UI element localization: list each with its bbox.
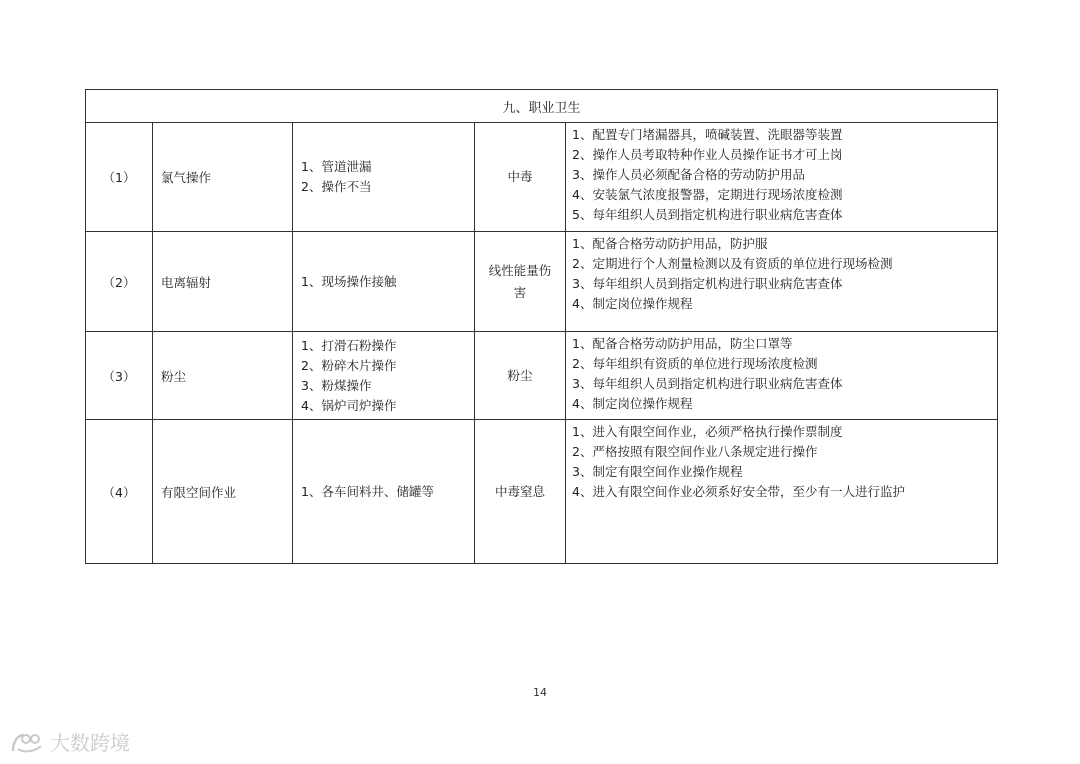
row-number: （1） xyxy=(86,123,153,232)
cause-item: 2、粉碎木片操作 xyxy=(301,357,397,373)
table-title-row xyxy=(86,90,998,123)
row-number: （2） xyxy=(86,232,153,332)
hazard-name: 有限空间作业 xyxy=(153,420,293,564)
cause-item: 1、各车间料井、储罐等 xyxy=(301,483,434,499)
measure-item: 2、严格按照有限空间作业八条规定进行操作 xyxy=(572,444,818,459)
harm-type xyxy=(475,232,566,332)
harm-text: 线性能量伤害 xyxy=(488,262,552,300)
measure-list xyxy=(566,232,998,332)
cause-item: 4、锅炉司炉操作 xyxy=(301,397,397,413)
measure-item: 3、操作人员必须配备合格的劳动防护用品 xyxy=(572,167,805,182)
harm-text: 粉尘 xyxy=(507,367,533,383)
cause-item: 3、粉煤操作 xyxy=(301,377,372,393)
measure-item: 3、每年组织人员到指定机构进行职业病危害查体 xyxy=(572,276,843,291)
hazard-table xyxy=(85,89,998,564)
measure-item: 2、每年组织有资质的单位进行现场浓度检测 xyxy=(572,356,818,371)
measure-item: 4、安装氯气浓度报警器，定期进行现场浓度检测 xyxy=(572,187,843,202)
measure-item: 4、制定岗位操作规程 xyxy=(572,296,693,311)
table-row xyxy=(86,332,998,420)
measure-item: 1、配备合格劳动防护用品，防尘口罩等 xyxy=(572,336,793,351)
cause-list xyxy=(293,420,475,564)
row-number: （3） xyxy=(86,332,153,420)
measure-list xyxy=(566,420,998,564)
measure-list xyxy=(566,123,998,232)
watermark xyxy=(10,727,130,756)
row-number: （4） xyxy=(86,420,153,564)
measure-item: 2、操作人员考取特种作业人员操作证书才可上岗 xyxy=(572,147,843,162)
measure-item: 5、每年组织人员到指定机构进行职业病危害查体 xyxy=(572,207,843,222)
cause-list xyxy=(293,232,475,332)
measure-item: 1、进入有限空间作业，必须严格执行操作票制度 xyxy=(572,424,843,439)
measure-item: 4、进入有限空间作业必须系好安全带，至少有一人进行监护 xyxy=(572,484,905,499)
table-row xyxy=(86,123,998,232)
harm-type xyxy=(475,332,566,420)
hazard-name: 电离辐射 xyxy=(153,232,293,332)
cause-list xyxy=(293,332,475,420)
watermark-text: 大数跨境 xyxy=(50,731,130,755)
table-row xyxy=(86,232,998,332)
measure-item: 2、定期进行个人剂量检测以及有资质的单位进行现场检测 xyxy=(572,256,893,271)
cause-item: 1、现场操作接触 xyxy=(301,273,397,289)
hazard-name: 氯气操作 xyxy=(153,123,293,232)
measure-item: 3、每年组织人员到指定机构进行职业病危害查体 xyxy=(572,376,843,391)
page-number: 14 xyxy=(533,686,547,699)
measure-item: 1、配备合格劳动防护用品，防护服 xyxy=(572,236,768,251)
cause-item: 2、操作不当 xyxy=(301,179,372,194)
measure-item: 4、制定岗位操作规程 xyxy=(572,396,693,411)
table-title: 九、职业卫生 xyxy=(86,90,998,123)
harm-text: 中毒 xyxy=(507,169,533,184)
cause-item: 1、打滑石粉操作 xyxy=(301,337,397,353)
hazard-name: 粉尘 xyxy=(153,332,293,420)
measure-item: 1、配置专门堵漏器具，喷碱装置、洗眼器等装置 xyxy=(572,127,843,142)
cause-list xyxy=(293,123,475,232)
watermark-logo-icon xyxy=(10,731,44,753)
measure-item: 3、制定有限空间作业操作规程 xyxy=(572,464,743,479)
harm-type xyxy=(475,123,566,232)
harm-text: 中毒窒息 xyxy=(494,483,545,499)
cause-item: 1、管道泄漏 xyxy=(301,159,372,174)
measure-list xyxy=(566,332,998,420)
harm-type xyxy=(475,420,566,564)
table-row xyxy=(86,420,998,564)
